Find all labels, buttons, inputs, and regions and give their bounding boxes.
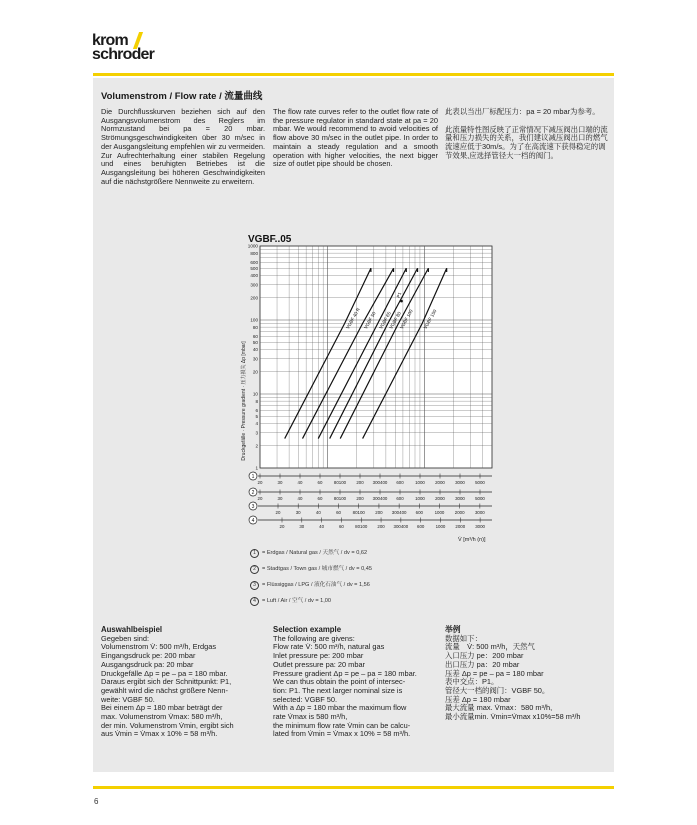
y-tick-label: 30 [252, 356, 258, 362]
y-tick-label: 80 [252, 324, 258, 330]
series-label: VGBF 40 R [345, 306, 361, 330]
axis-tick-label: 1000 [415, 496, 425, 501]
example-de [101, 626, 266, 739]
y-tick-label: 600 [250, 260, 258, 266]
axis-tick-label: 3000 [475, 524, 486, 529]
flow-rate-chart [236, 226, 506, 546]
y-tick-label: 20 [252, 369, 258, 375]
axis-number: 1 [251, 473, 255, 480]
example-zh-lines [445, 635, 610, 722]
chart-ylabel: Druckgefälle · Pressure gradient · 压力损失 Δp [mbar] [241, 341, 247, 461]
y-tick-label: 2 [255, 443, 258, 449]
example-de-heading: Auswahlbeispiel [101, 625, 163, 634]
axis-tick-label: 80100 [333, 496, 347, 501]
legend-text: = Flüssiggas / LPG / 液化石油气 / dv = 1,56 [262, 582, 370, 588]
axis-tick-label: 80100 [352, 510, 365, 515]
y-tick-label: 4 [255, 421, 258, 427]
series-label: VGBF 150 [422, 308, 438, 330]
example-en-line: tion: P1. The next larger nominal size is [273, 685, 403, 695]
axis-tick-label: 200 [375, 510, 383, 515]
axis-tick-label: 600 [417, 524, 425, 529]
example-zh-line: 表中交点：P1。 [445, 677, 499, 687]
legend-number-icon: 1 [250, 549, 259, 558]
axis-tick-label: 30 [299, 524, 305, 529]
example-zh-heading: 举例 [445, 625, 461, 634]
y-tick-label: 800 [250, 250, 258, 256]
series-label: VGBF 100 [398, 308, 414, 330]
legend-text: = Luft / Air / 空气 / dv = 1,00 [262, 598, 332, 604]
axis-tick-label: 3000 [455, 496, 465, 501]
example-en-line: Flow rate V̇: 500 m³/h, natural gas [273, 642, 385, 652]
y-tick-label: 3 [255, 430, 258, 436]
axis-tick-label: 40 [297, 480, 303, 485]
series-label: VGBF 80 [388, 310, 402, 330]
example-zh-line: 流量 V̇: 500 m³/h，天然气 [445, 642, 535, 652]
chart-xlabel: V̇ [m³/h (n)] [458, 537, 486, 543]
y-tick-label: 8 [255, 398, 258, 404]
axis-tick-label: 60 [317, 480, 323, 485]
axis-tick-label: 60 [336, 510, 342, 515]
axis-tick-label: 600 [396, 480, 404, 485]
example-en [273, 626, 438, 739]
example-zh-line: 压差 Δp = pe – pa = 180 mbar [445, 668, 544, 678]
axis-tick-label: 5000 [475, 496, 485, 501]
y-tick-label: 400 [250, 273, 258, 279]
y-tick-label: 40 [252, 347, 258, 353]
y-tick-label: 1 [255, 465, 258, 471]
axis-tick-label: 30 [277, 496, 283, 501]
y-tick-label: 6 [255, 408, 258, 414]
example-en-line: the minimum flow rate V̇min can be calcu- [273, 720, 411, 730]
axis-tick-label: 40 [297, 496, 303, 501]
intro-zh [445, 108, 610, 161]
axis-tick-label: 300400 [393, 524, 409, 529]
example-de-line: Bei einem Δp = 180 mbar beträgt der [101, 703, 223, 713]
y-tick-label: 500 [250, 265, 258, 271]
example-en-line: We can thus obtain the point of intersec- [273, 677, 406, 687]
example-de-line: der min. Volumenstrom V̇min, ergibt sich [101, 720, 234, 730]
example-zh-line: 出口压力 pa：20 mbar [445, 659, 520, 669]
axis-tick-label: 1000 [434, 510, 445, 515]
y-tick-label: 100 [250, 317, 258, 323]
legend-item [250, 548, 372, 558]
top-rule [93, 73, 614, 76]
axis-tick-label: 1000 [435, 524, 446, 529]
example-en-line: The following are givens: [273, 633, 355, 643]
legend-item [250, 564, 372, 574]
example-zh-line: 最小流量min. V̇min=V̇max x10%=58 m³/h [445, 712, 581, 722]
example-de-line: Gegeben sind: [101, 633, 150, 643]
y-tick-label: 60 [252, 334, 258, 340]
example-zh [445, 626, 610, 722]
axis-tick-label: 60 [338, 524, 344, 529]
axis-tick-label: 20 [257, 480, 263, 485]
p1-point [400, 300, 403, 303]
chart-title: VGBF..05 [248, 234, 292, 245]
example-en-line: rate V̇max is 580 m³/h, [273, 712, 348, 722]
p1-label: P1 [395, 291, 403, 299]
y-tick-label: 300 [250, 282, 258, 288]
axis-tick-label: 80100 [355, 524, 368, 529]
axis-tick-label: 30 [277, 480, 283, 485]
axis-tick-label: 2000 [435, 480, 445, 485]
brand-logo [92, 34, 162, 62]
axis-tick-label: 300400 [372, 480, 388, 485]
axis-tick-label: 2000 [454, 510, 465, 515]
example-de-line: aus V̇min = V̇max x 10% = 58 m³/h. [101, 729, 218, 739]
legend-item [250, 580, 372, 590]
axis-number: 2 [251, 489, 255, 496]
axis-tick-label: 20 [279, 524, 285, 529]
axis-tick-label: 3000 [474, 510, 485, 515]
legend-text: = Erdgas / Natural gas / 天然气 / dv = 0,62 [262, 550, 368, 556]
example-en-line: Outlet pressure pa: 20 mbar [273, 659, 366, 669]
example-de-line: max. Volumenstrom V̇max: 580 m³/h, [101, 712, 223, 722]
example-de-line: Ausgangsdruck pa: 20 mbar [101, 659, 194, 669]
example-zh-line: 数据如下： [445, 633, 482, 643]
legend-text: = Stadtgas / Town gas / 城市燃气 / dv = 0,45 [262, 566, 372, 572]
axis-tick-label: 20 [257, 496, 263, 501]
axis-tick-label: 600 [396, 496, 404, 501]
axis-number: 3 [251, 503, 255, 510]
axis-tick-label: 200 [356, 496, 364, 501]
example-en-heading: Selection example [273, 625, 342, 634]
axis-number: 4 [251, 517, 255, 524]
axis-tick-label: 5000 [475, 480, 485, 485]
section-title: Volumenstrom / Flow rate / 流量曲线 [101, 91, 263, 102]
page-number: 6 [94, 797, 99, 806]
example-en-line: Inlet pressure pe: 200 mbar [273, 651, 364, 661]
axis-tick-label: 3000 [455, 480, 465, 485]
example-en-line: With a Δp = 180 mbar the maximum flow [273, 703, 407, 713]
series-label: VGBF 50 [363, 310, 377, 330]
example-de-lines [101, 635, 266, 739]
axis-tick-label: 600 [415, 510, 423, 515]
example-zh-line: 入口压力 pe：200 mbar [445, 651, 524, 661]
y-tick-label: 200 [250, 295, 258, 301]
axis-tick-label: 80100 [333, 480, 347, 485]
legend-number-icon: 4 [250, 597, 259, 606]
example-zh-line: 压差 Δp = 180 mbar [445, 694, 511, 704]
y-tick-label: 5 [255, 413, 258, 419]
intro-zh-1: 此表以当出厂标配压力：pa = 20 mbar为参考。 [445, 107, 600, 116]
example-en-line: selected: VGBF 50. [273, 694, 338, 704]
plot-area [260, 246, 492, 468]
y-tick-label: 10 [252, 391, 258, 397]
axis-tick-label: 2000 [455, 524, 466, 529]
axis-tick-label: 1000 [415, 480, 425, 485]
intro-zh-2: 此流量特性图反映了正常情况下减压阀出口端的流量和压力损失的关系，我们建议减压阀出口的燃气流速应低于30m/s。为了在高流速下获得稳定的调节效果,应选择管径大一档的阀门。 [445, 124, 608, 160]
axis-tick-label: 200 [356, 480, 364, 485]
series-label: VGBF 65 [378, 310, 392, 330]
axis-tick-label: 60 [317, 496, 323, 501]
y-tick-label: 1000 [247, 243, 258, 249]
gas-legend [250, 548, 372, 612]
axis-tick-label: 40 [315, 510, 321, 515]
axis-tick-label: 20 [275, 510, 281, 515]
y-tick-label: 50 [252, 339, 258, 345]
axis-tick-label: 2000 [435, 496, 445, 501]
example-de-line: gewählt wird die nächst größere Nenn- [101, 685, 228, 695]
legend-item [250, 596, 372, 606]
axis-tick-label: 300400 [372, 496, 388, 501]
axis-tick-label: 200 [377, 524, 385, 529]
axis-tick-label: 40 [319, 524, 325, 529]
example-de-line: weite: VGBF 50. [101, 694, 155, 704]
intro-de: Die Durchflusskurven beziehen sich auf den Ausgangsvolumenstrom des Reglers im Normzustand bei pa = 20 mbar. Strömungsgeschwindigkeiten über 30 m/sec in der Ausgangsleitung empfehlen wir zu vermeiden. Zur Aufrechterhaltung einer stabilen Regelung und eines beruhigten Betriebes ist die Ausgangsleitung bei höheren Geschwindigkeiten auf die nächstgrößere Nennweite zu erweitern. [101, 107, 265, 186]
example-de-line: Druckgefälle Δp = pe – pa = 180 mbar. [101, 668, 228, 678]
bottom-rule [93, 786, 614, 789]
intro-en: The flow rate curves refer to the outlet flow rate of the pressure regulator in standard state at pa = 20 mbar. We would recommend to avoid velocities of flow above 30 m/sec in the outlet pipe. In order to maintain a steady regulation and a smooth operation with higher velocities, the next bigger size of outlet pipe should be chosen. [273, 107, 438, 169]
example-de-line: Eingangsdruck pe: 200 mbar [101, 651, 196, 661]
example-en-line: lated from V̇min = V̇max x 10% = 58 m³/h. [273, 729, 411, 739]
legend-number-icon: 2 [250, 565, 259, 574]
axis-tick-label: 300400 [391, 510, 407, 515]
legend-number-icon: 3 [250, 581, 259, 590]
example-zh-line: 最大流量 max. V̇max：580 m³/h, [445, 703, 553, 713]
example-de-line: Daraus ergibt sich der Schnittpunkt: P1, [101, 677, 232, 687]
example-zh-line: 管径大一档的阀门：VGBF 50。 [445, 685, 550, 695]
example-en-line: Pressure gradient Δp = pe – pa = 180 mbar. [273, 668, 417, 678]
brand-line2: schroder [92, 46, 155, 63]
brand-line1: krom [92, 32, 128, 49]
axis-tick-label: 30 [295, 510, 301, 515]
example-en-lines [273, 635, 438, 739]
example-de-line: Volumenstrom V̇: 500 m³/h, Erdgas [101, 642, 217, 652]
